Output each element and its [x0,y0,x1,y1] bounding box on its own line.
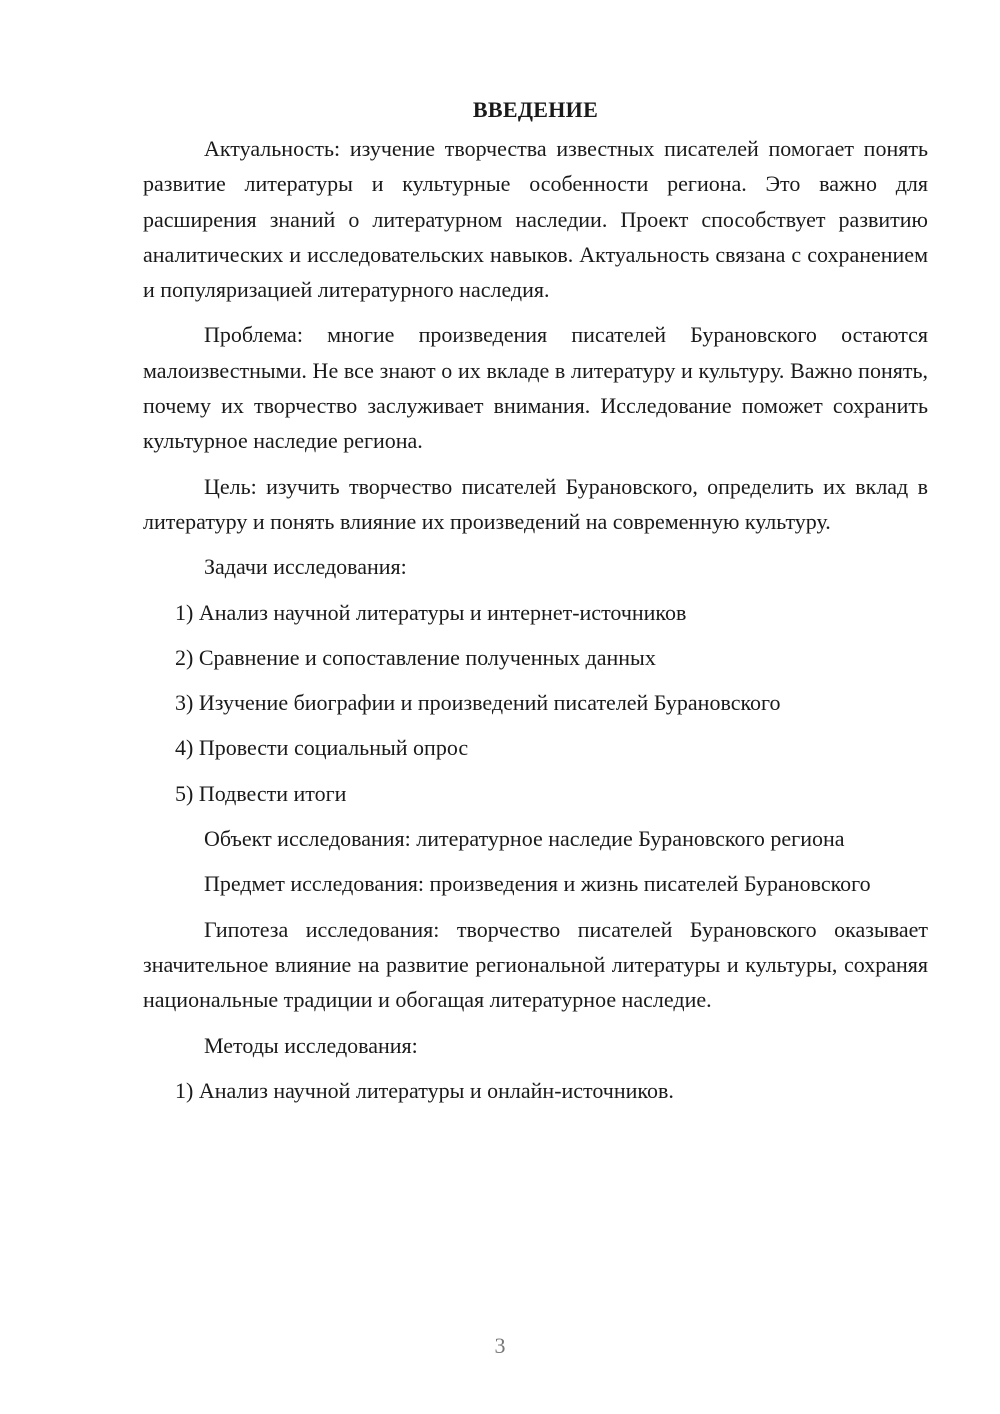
page-content [143,95,928,1108]
paragraph-hypothesis: Гипотеза исследования: творчество писателей Бурановского оказывает значительное влияние на развитие региональной литературы и культуры, сохраняя национальные традиции и обогащая литературное наследие. [143,916,928,1013]
task-item-5: 5) Подвести итоги [175,780,347,806]
paragraph-relevance: Актуальность: изучение творчества известных писателей помогает понять развитие литературы и культурные особенности региона. Это важно для расширения знаний о литературном наследии. Проект способствует развитию аналитических и исследовательских навыков. Актуальность связана с сохранением и популяризацией литературного наследия. [143,136,928,303]
task-item-3: 3) Изучение биографии и произведений писателей Бурановского [175,690,781,716]
methods-heading: Методы исследования: [204,1032,418,1058]
method-item-1: 1) Анализ научной литературы и онлайн-источников. [175,1077,674,1103]
tasks-heading: Задачи исследования: [204,554,407,580]
task-item-4: 4) Провести социальный опрос [175,735,469,761]
page-number: 3 [494,1333,506,1358]
task-item-1: 1) Анализ научной литературы и интернет-источников [175,599,687,625]
paragraph-goal: Цель: изучить творчество писателей Бурановского, определить их вклад в литературу и понять влияние их произведений на современную культуру. [143,473,928,534]
page-title: ВВЕДЕНИЕ [472,97,599,122]
paragraph-problem: Проблема: многие произведения писателей Бурановского остаются малоизвестными. Не все знают о их вкладе в литературу и культуру. Важно понять, почему их творчество заслуживает внимания. Исследование поможет сохранить культурное наследие региона. [143,322,928,454]
paragraph-subject: Предмет исследования: произведения и жизнь писателей Бурановского [204,871,871,897]
task-item-2: 2) Сравнение и сопоставление полученных данных [175,644,656,670]
paragraph-object: Объект исследования: литературное наследие Бурановского региона [204,826,845,852]
